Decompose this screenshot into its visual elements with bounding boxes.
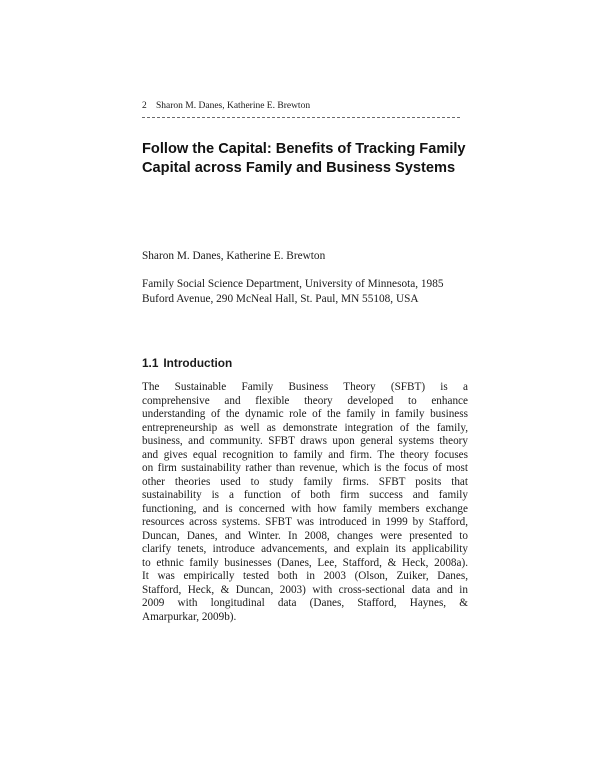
paragraph-line: The Sustainable Family Business Theory (SFBT) is a [142,381,468,393]
paragraph-line: Stafford, Heck, & Duncan, 2003) with cross-sectional data and in [142,583,468,596]
introduction-paragraph [142,381,468,624]
paragraph-line: and gives equal recognition to family and firm. The theory focuses [142,448,468,461]
running-head-authors: Sharon M. Danes, Katherine E. Brewton [156,101,311,111]
chapter-title [142,140,472,178]
paragraph-line: entrepreneurship as well as demonstrate integration of the family, [142,421,468,434]
affiliation-line: Buford Avenue, 290 McNeal Hall, St. Paul, MN 55108, USA [142,293,419,305]
paragraph-line: comprehensive and flexible theory developed to enhance [142,394,468,407]
paragraph-line: It was empirically tested both in 2003 (Olson, Zuiker, Danes, [142,570,468,582]
paragraph-line: business, and community. SFBT draws upon general systems theory [142,435,468,447]
paragraph-line: sustainability is a function of both firm success and family [142,489,468,501]
section-heading [142,356,232,370]
paragraph-line: on firm sustainability rather than revenue, which is the focus of most [142,462,468,474]
paragraph-line: resources across systems. SFBT was introduced in 1999 by Stafford, [142,516,468,528]
page-number: 2 [142,101,147,111]
header-rule [142,117,460,118]
paragraph-line: functioning, and is concerned with how family members exchange [142,502,468,515]
section-number: 1.1 [142,356,159,370]
author-affiliation [142,277,472,307]
running-head [142,101,462,111]
paragraph-line: Amarpurkar, 2009b). [142,610,237,623]
section-title: Introduction [163,356,233,370]
paragraph-line: Duncan, Danes, and Winter. In 2008, changes were presented to [142,529,468,542]
paragraph-line: 2009 with longitudinal data (Danes, Stafford, Haynes, & [142,597,468,609]
chapter-title-line: Capital across Family and Business Systems [142,160,456,176]
paragraph-line: understanding of the dynamic role of the family in family business [142,408,468,420]
affiliation-line: Family Social Science Department, University of Minnesota, 1985 [142,278,444,290]
chapter-authors: Sharon M. Danes, Katherine E. Brewton [142,250,326,262]
paragraph-line: to ethnic family businesses (Danes, Lee, Stafford, & Heck, 2008a). [142,556,468,569]
paragraph-line: clarify tenets, introduce advancements, and explain its applicability [142,543,468,555]
paragraph-line: other theories used to study family firms. SFBT posits that [142,475,468,488]
chapter-title-line: Follow the Capital: Benefits of Tracking Family [142,141,466,157]
